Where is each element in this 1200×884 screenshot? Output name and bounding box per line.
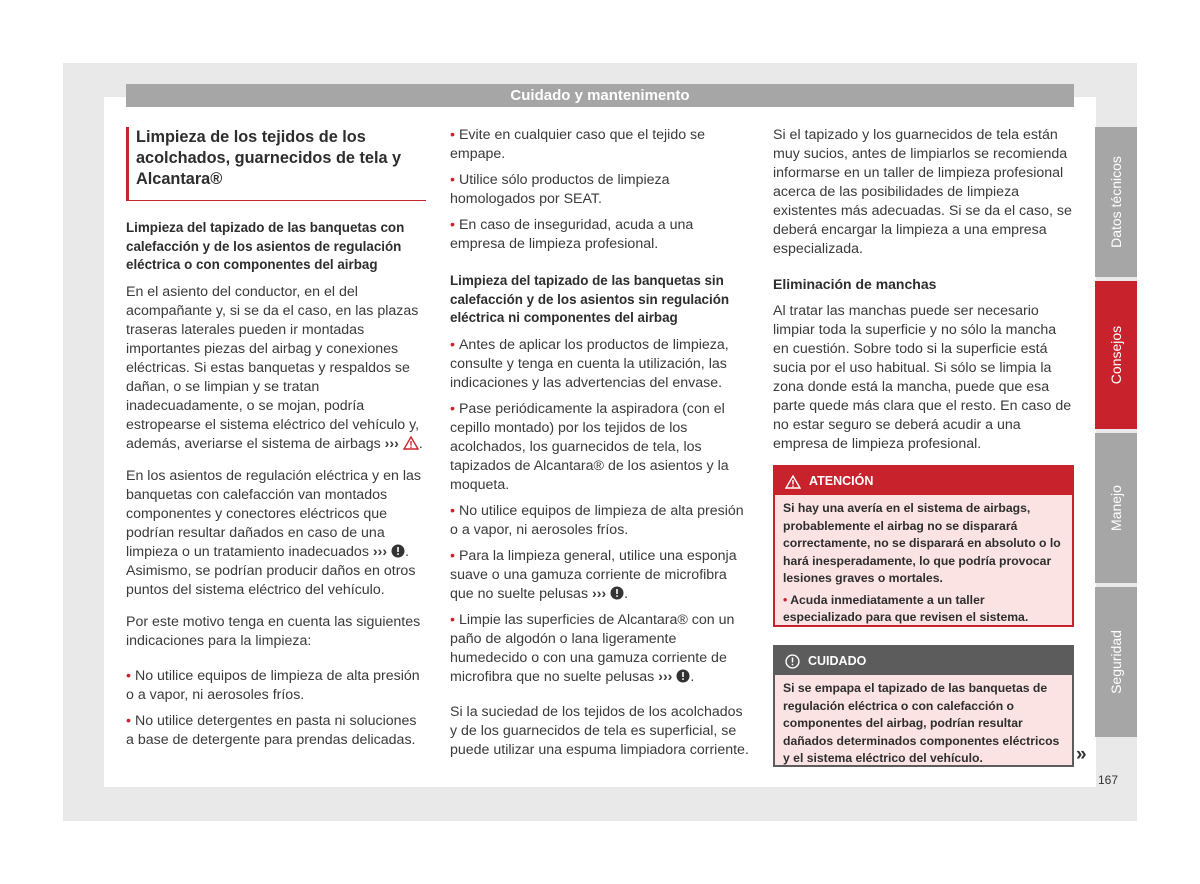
list-item: • En caso de inseguridad, acuda a una empresa de limpieza profesional. — [450, 217, 694, 252]
section-title: Limpieza de los tejidos de los acolchados, guarnecidos de tela y Alcantara® — [136, 128, 402, 188]
paragraph: Por este motivo tenga en cuenta las siguientes indicaciones para la limpieza: — [126, 613, 421, 649]
column-1 — [126, 127, 426, 757]
list-item: • Limpie las superficies de Alcantara® con un paño de algodón o lana ligeramente humedecido o con una gamuza corriente de microfibra que no suelte pelusas ››› . — [450, 611, 735, 685]
paragraph: Al tratar las manchas puede ser necesario limpiar toda la superficie y no sólo la mancha en cuestión. Sobre todo si la superficie está sucia por el uso habitual. Si sólo se limpia la zona donde está la mancha, puede que esa parte quede más clara que el resto. En caso de no estar seguro se deberá acudir a una empresa de limpieza profesional. — [773, 302, 1072, 452]
ref-arrow: ››› — [372, 543, 388, 560]
list-item: • Evite en cualquier caso que el tejido se empape. — [450, 127, 706, 162]
warning-text: Si hay una avería en el sistema de airbags, probablemente el airbag no se disparará correctamente, no se disparará en absoluto o lo hará inesperadamente, lo que podría provocar lesiones graves o mortales. — [783, 501, 1061, 585]
list-item: • Utilice sólo productos de limpieza homologados por SEAT. — [450, 172, 670, 207]
list-item: • Pase periódicamente la aspiradora (con el cepillo montado) por los tejidos de los acolchados, los guarnecidos de tela, los tapizados de Alcantara® de los asientos y la moqueta. — [450, 400, 729, 493]
column-2 — [450, 126, 750, 773]
warning-triangle-icon — [785, 475, 801, 489]
ref-arrow: ››› — [384, 435, 399, 452]
subheading: Limpieza del tapizado de las banquetas con calefacción y de los asientos de regulación eléctrica o con componentes del airbag — [126, 220, 405, 272]
list-item: • Para la limpieza general, utilice una esponja suave o una gamuza corriente de microfibra que no suelte pelusas ››› . — [450, 547, 737, 602]
caution-header — [775, 647, 1072, 675]
caution-box — [773, 645, 1074, 767]
chapter-header: Cuidado y mantenimento — [126, 84, 1074, 107]
page-number: 167 — [1098, 773, 1119, 787]
list-item: • No utilice equipos de limpieza de alta presión o a vapor, ni aerosoles fríos. — [450, 502, 744, 538]
paragraph: Asimismo, se podrían producir daños en otros puntos del sistema eléctrico del vehículo. — [126, 562, 416, 598]
caution-body: Si se empapa el tapizado de las banquetas de regulación eléctrica o con calefacción o componentes del airbag, podrían resultar dañados determinados componentes eléctricos y el sistema eléctrico del vehículo. — [783, 681, 1060, 765]
caution-circle-icon — [391, 544, 405, 558]
tab-consejos[interactable]: Consejos — [1095, 281, 1137, 429]
tab-seguridad[interactable]: Seguridad — [1095, 587, 1137, 737]
subheading: Limpieza del tapizado de las banquetas sin calefacción y de los asientos sin regulación eléctrica ni componentes del airbag — [450, 273, 730, 325]
caution-circle-icon — [610, 586, 624, 600]
warning-header — [775, 467, 1072, 495]
caution-circle-icon — [676, 669, 690, 683]
section-title-box — [126, 127, 426, 201]
warning-title: ATENCIÓN — [809, 474, 874, 488]
paragraph: Si el tapizado y los guarnecidos de tela están muy sucios, antes de limpiarlos se recomienda informarse en un taller de limpieza profesional acerca de las posibilidades de limpieza existentes más adecuadas. Si se da el caso, se deberá encargar la limpieza a una empresa especializada. — [773, 127, 1072, 257]
tab-datos-tecnicos[interactable]: Datos técnicos — [1095, 127, 1137, 277]
caution-title: CUIDADO — [808, 654, 867, 668]
paragraph: En el asiento del conductor, en el del acompañante y, si se da el caso, en las plazas traseras laterales pueden ir montadas importantes piezas del airbag y conexiones eléctricas. Si estas banquetas y respaldos se dañan, o se limpian y se tratan inadecuadamente, o se mojan, podría estropearse el sistema eléctrico del vehículo y, además, averiarse el sistema de airbags ››› . — [126, 283, 423, 452]
paragraph: Si la suciedad de los tejidos de los acolchados y de los guarnecidos de tela es superficial, se puede utilizar una espuma limpiadora corriente. — [450, 703, 749, 758]
ref-arrow: ››› — [658, 668, 673, 685]
continue-mark: » — [1076, 744, 1087, 765]
warning-triangle-icon — [403, 436, 419, 450]
tab-manejo[interactable]: Manejo — [1095, 433, 1137, 583]
paragraph: En los asientos de regulación eléctrica y en las banquetas con calefacción van montados componentes y conectores eléctricos que podrían resultar dañados en caso de una limpieza o un tratamiento inadecuados ››› . — [126, 467, 421, 560]
subheading: Eliminación de manchas — [773, 276, 937, 292]
list-item: • No utilice detergentes en pasta ni soluciones a base de detergente para prendas delicadas. — [126, 712, 417, 748]
caution-circle-icon — [785, 654, 800, 669]
ref-arrow: ››› — [592, 585, 607, 602]
list-item: • Antes de aplicar los productos de limpieza, consulte y tenga en cuenta la utilización, las indicaciones y las advertencias del envase. — [450, 336, 729, 391]
warning-body — [775, 495, 1072, 632]
list-item: • No utilice equipos de limpieza de alta presión o a vapor, ni aerosoles fríos. — [126, 667, 420, 703]
column-3 — [773, 126, 1074, 467]
warning-box — [773, 465, 1074, 627]
warning-bullet: • Acuda inmediatamente a un taller especializado para que revisen el sistema. — [783, 592, 1029, 624]
